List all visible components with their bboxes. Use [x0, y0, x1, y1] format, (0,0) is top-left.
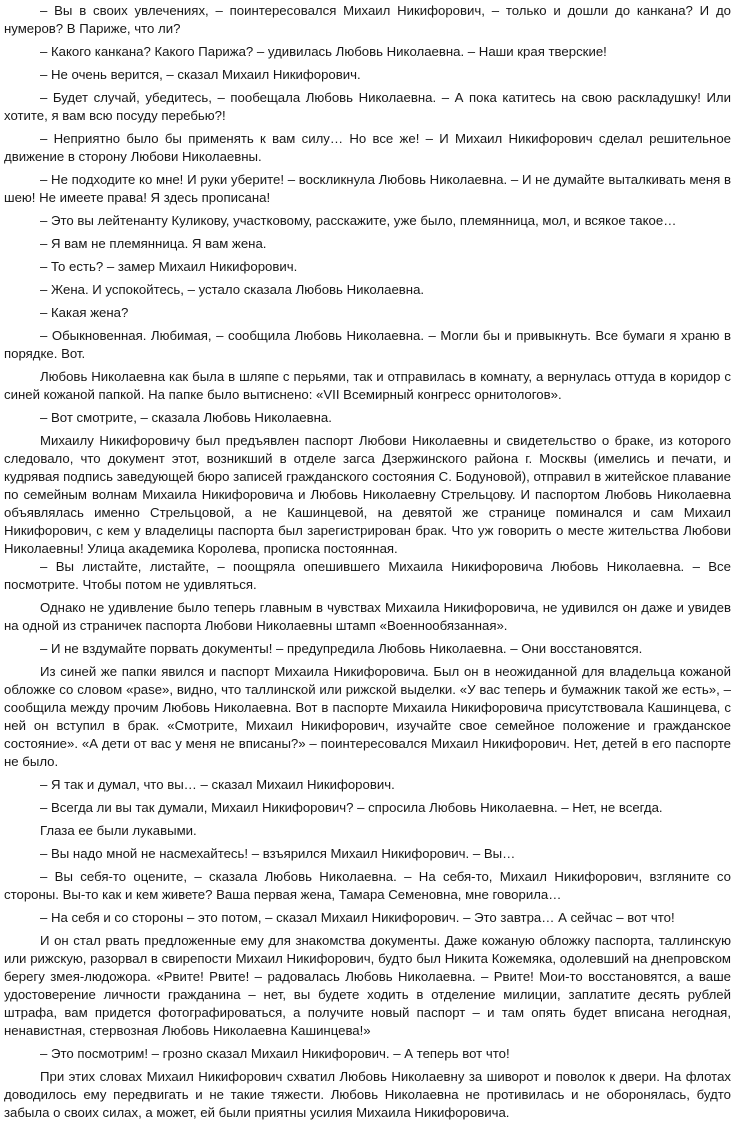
dialogue-paragraph: – Какая жена?	[40, 305, 129, 320]
dialogue-paragraph: – Вот смотрите, – сказала Любовь Николаевна.	[40, 410, 332, 425]
narrative-paragraph: Любовь Николаевна как была в шляпе с перьями, так и отправилась в комнату, а вернулась оттуда в коридор с синей кожаной папкой. На папке было вытиснено: «VII Всемирный конгресс орнитологов».	[4, 369, 731, 402]
dialogue-paragraph: – И не вздумайте порвать документы! – предупредила Любовь Николаевна. – Они восстановятся.	[40, 641, 643, 656]
dialogue-paragraph: – То есть? – замер Михаил Никифорович.	[40, 259, 298, 274]
narrative-paragraph: При этих словах Михаил Никифорович схватил Любовь Николаевну за шиворот и поволок к двери. На флотах доводилось ему передвигать и не такие тяжести. Любовь Николаевна не противилась и не оборонялась, будто забыла о своих силах, а может, ей были приятны усилия Михаила Никифоровича.	[4, 1069, 731, 1120]
dialogue-paragraph: – Вы себя-то оцените, – сказала Любовь Николаевна. – На себя-то, Михаил Никифорович, взгляните со стороны. Вы-то как и кем живете? Ваша первая жена, Тамара Семеновна, мне говорила…	[4, 869, 731, 902]
dialogue-paragraph: – Жена. И успокойтесь, – устало сказала Любовь Николаевна.	[40, 282, 425, 297]
narrative-paragraph: Из синей же папки явился и паспорт Михаила Никифоровича. Был он в неожиданной для владельца кожаной обложке со словом «pase», видно, что таллинской или рижской выделки. «У вас теперь и бумажник такой же есть», – сообщила между прочим Любовь Николаевна. Вот в паспорте Михаила Никифоровича присутствовала Кашинцева, с ней он вступил в брак. «Смотрите, Михаил Никифорович, изучайте свое семейное положение и гражданское состояние». «А дети от вас у меня не вписаны?» – поинтересовался Михаил Никифорович. Нет, детей в его паспорте не было.	[4, 664, 731, 769]
dialogue-paragraph: – На себя и со стороны – это потом, – сказал Михаил Никифорович. – Это завтра… А сейчас – вот что!	[40, 910, 675, 925]
narrative-paragraph: Михаилу Никифоровичу был предъявлен паспорт Любови Николаевны и свидетельство о браке, из которого следовало, что документ этот, возникший в отделе загса Дзержинского района г. Москвы (имелись и печати, и кудрявая подпись заведующей бюро записей гражданского состояния С. Бодуновой), отправил в житейское плавание по семейным волнам Михаила Никифоровича и Любовь Николаевну Стрельцову. И паспортом Любовь Николаевна объявлялась именно Стрельцовой, а не Кашинцевой, на девятой же странице поминался и сам Михаил Никифорович, с кем у владелицы паспорта был зарегистрирован брак. Что уж говорить о месте жительства Любови Николаевны! Улица академика Королева, прописка постоянная.	[4, 433, 731, 556]
dialogue-paragraph: – Какого канкана? Какого Парижа? – удивилась Любовь Николаевна. – Наши края тверские!	[40, 44, 607, 59]
dialogue-paragraph: – Я так и думал, что вы… – сказал Михаил Никифорович.	[40, 777, 395, 792]
narrative-paragraph: Однако не удивление было теперь главным в чувствах Михаила Никифоровича, не удивился он даже и увидев на одной из страничек паспорта Любови Николаевны штамп «Военнообязанная».	[4, 600, 731, 633]
dialogue-paragraph: – Не очень верится, – сказал Михаил Никифорович.	[40, 67, 361, 82]
dialogue-paragraph: – Я вам не племянница. Я вам жена.	[40, 236, 267, 251]
dialogue-paragraph: – Это вы лейтенанту Куликову, участковому, расскажите, уже было, племянница, мол, и всякое такое…	[40, 213, 677, 228]
dialogue-paragraph: – Не подходите ко мне! И руки уберите! – воскликнула Любовь Николаевна. – И не думайте выталкивать меня в шею! Не имеете права! Я здесь прописана!	[4, 172, 731, 205]
narrative-paragraph: И он стал рвать предложенные ему для знакомства документы. Даже кожаную обложку паспорта, таллинскую или рижскую, разорвал в свирепости Михаил Никифорович, будто был Никита Кожемяка, одолевший на днепровском берегу змея-людожора. «Рвите! Рвите! – радовалась Любовь Николаевна. – Рвите! Мои-то восстановятся, а ваше удостоверение личности гражданина – нет, вы будете ходить в отделение милиции, заплатите десять рублей штрафа, вам придется фотографироваться, а получите новый паспорт – и там опять будет вписана негодная, ненавистная, стервозная Любовь Николаевна Кашинцева!»	[4, 933, 731, 1038]
dialogue-paragraph: – Будет случай, убедитесь, – пообещала Любовь Николаевна. – А пока катитесь на свою раскладушку! Или хотите, я вам всю посуду перебью?!	[4, 90, 731, 123]
dialogue-paragraph: – Вы в своих увлечениях, – поинтересовался Михаил Никифорович, – только и дошли до канкана? И до нумеров? В Париже, что ли?	[4, 3, 731, 36]
dialogue-paragraph: – Вы надо мной не насмехайтесь! – взъярился Михаил Никифорович. – Вы…	[40, 846, 516, 861]
dialogue-paragraph: – Вы листайте, листайте, – поощряла опешившего Михаила Никифоровича Любовь Николаевна. – Все посмотрите. Чтобы потом не удивляться.	[4, 559, 731, 592]
dialogue-paragraph: – Это посмотрим! – грозно сказал Михаил Никифорович. – А теперь вот что!	[40, 1046, 510, 1061]
dialogue-paragraph: – Неприятно было бы применять к вам силу… Но все же! – И Михаил Никифорович сделал решительное движение в сторону Любови Николаевны.	[4, 131, 731, 164]
dialogue-paragraph: – Обыкновенная. Любимая, – сообщила Любовь Николаевна. – Могли бы и привыкнуть. Все бумаги я храню в порядке. Вот.	[4, 328, 731, 361]
narrative-paragraph: Глаза ее были лукавыми.	[40, 823, 197, 838]
dialogue-paragraph: – Всегда ли вы так думали, Михаил Никифорович? – спросила Любовь Николаевна. – Нет, не всегда.	[40, 800, 663, 815]
